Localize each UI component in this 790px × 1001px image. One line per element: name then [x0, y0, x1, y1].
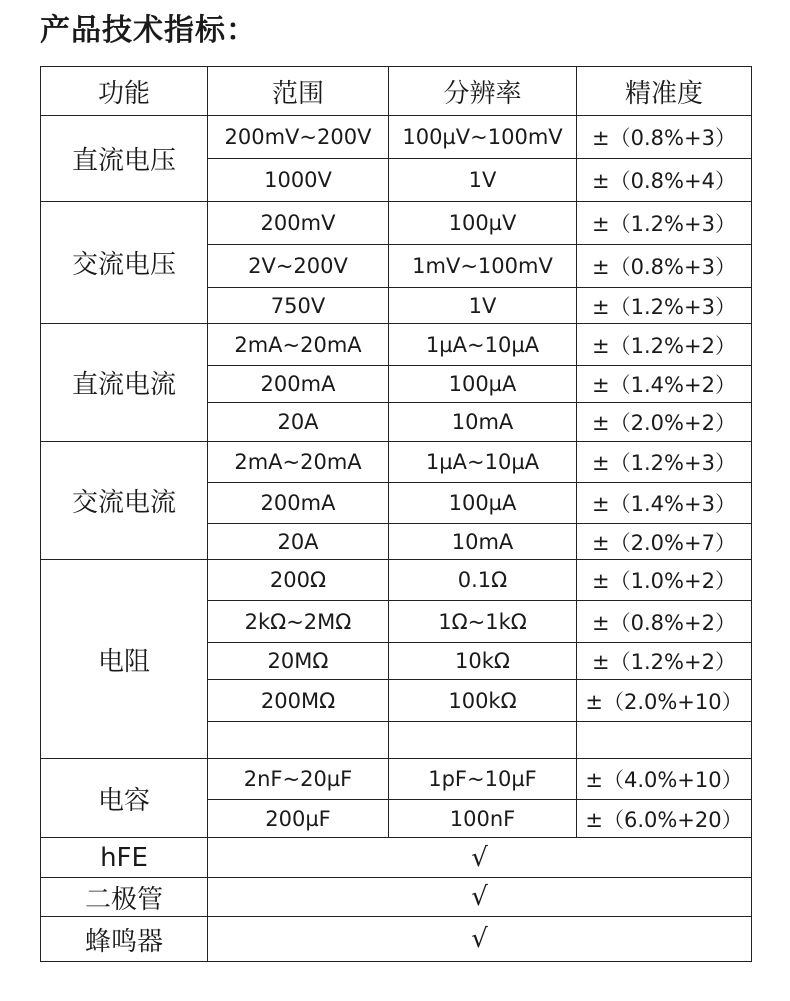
range-cell: 20MΩ	[208, 643, 389, 680]
function-cell: 二极管	[41, 878, 208, 917]
range-cell: 200mA	[208, 483, 389, 524]
resolution-cell: 10mA	[389, 524, 577, 560]
accuracy-cell: ±（1.0%+2）	[577, 560, 752, 601]
range-cell: 2V~200V	[208, 245, 389, 288]
table-row	[41, 324, 752, 366]
resolution-cell: 1V	[389, 159, 577, 202]
table-row	[41, 838, 752, 878]
range-cell: 2kΩ~2MΩ	[208, 601, 389, 643]
range-cell: 20A	[208, 403, 389, 442]
range-cell: 750V	[208, 288, 389, 324]
resolution-cell: 10mA	[389, 403, 577, 442]
accuracy-cell: ±（6.0%+20）	[577, 800, 752, 838]
resolution-cell: 1V	[389, 288, 577, 324]
resolution-cell: 100µV	[389, 202, 577, 245]
accuracy-cell: ±（1.2%+3）	[577, 288, 752, 324]
function-cell: hFE	[41, 838, 208, 878]
function-cell: 电容	[41, 759, 208, 838]
table-row	[41, 917, 752, 962]
resolution-cell: 1µA~10µA	[389, 442, 577, 483]
table-row	[41, 202, 752, 245]
accuracy-cell: ±（0.8%+4）	[577, 159, 752, 202]
range-cell: 2nF~20µF	[208, 759, 389, 800]
table-row	[41, 560, 752, 601]
function-cell: 直流电流	[41, 324, 208, 442]
accuracy-cell: ±（1.2%+2）	[577, 324, 752, 366]
accuracy-cell: ±（1.2%+3）	[577, 442, 752, 483]
range-cell: 200mV	[208, 202, 389, 245]
resolution-cell: 100kΩ	[389, 680, 577, 722]
accuracy-cell: ±（0.8%+3）	[577, 116, 752, 159]
resolution-cell: 1mV~100mV	[389, 245, 577, 288]
resolution-cell: 100µV~100mV	[389, 116, 577, 159]
accuracy-cell: ±（2.0%+10）	[577, 680, 752, 722]
accuracy-cell	[577, 722, 752, 759]
range-cell	[208, 722, 389, 759]
accuracy-cell: ±（0.8%+3）	[577, 245, 752, 288]
function-cell: 电阻	[41, 560, 208, 759]
accuracy-cell: ±（2.0%+7）	[577, 524, 752, 560]
accuracy-cell: ±（1.2%+3）	[577, 202, 752, 245]
spec-table-body	[41, 116, 752, 962]
resolution-cell: 1Ω~1kΩ	[389, 601, 577, 643]
header-range: 范围	[208, 67, 389, 116]
accuracy-cell: ±（1.4%+2）	[577, 366, 752, 403]
range-cell: 200µF	[208, 800, 389, 838]
accuracy-cell: ±（4.0%+10）	[577, 759, 752, 800]
header-function: 功能	[41, 67, 208, 116]
resolution-cell: 100µA	[389, 483, 577, 524]
range-cell: 200mA	[208, 366, 389, 403]
header-resolution: 分辨率	[389, 67, 577, 116]
function-cell: 蜂鸣器	[41, 917, 208, 962]
accuracy-cell: ±（0.8%+2）	[577, 601, 752, 643]
function-cell: 交流电压	[41, 202, 208, 324]
range-cell: 200MΩ	[208, 680, 389, 722]
table-row	[41, 442, 752, 483]
table-row	[41, 878, 752, 917]
range-cell: 200Ω	[208, 560, 389, 601]
header-row	[41, 67, 752, 116]
spec-table	[40, 66, 752, 962]
range-cell: 200mV~200V	[208, 116, 389, 159]
resolution-cell: 1µA~10µA	[389, 324, 577, 366]
supported-check-mark: √	[208, 878, 752, 917]
supported-check-mark: √	[208, 917, 752, 962]
function-cell: 交流电流	[41, 442, 208, 560]
resolution-cell	[389, 722, 577, 759]
page-title: 产品技术指标：	[40, 13, 257, 48]
table-row	[41, 116, 752, 159]
accuracy-cell: ±（2.0%+2）	[577, 403, 752, 442]
range-cell: 2mA~20mA	[208, 324, 389, 366]
header-accuracy: 精准度	[577, 67, 752, 116]
range-cell: 20A	[208, 524, 389, 560]
range-cell: 2mA~20mA	[208, 442, 389, 483]
function-cell: 直流电压	[41, 116, 208, 202]
resolution-cell: 0.1Ω	[389, 560, 577, 601]
resolution-cell: 10kΩ	[389, 643, 577, 680]
resolution-cell: 100nF	[389, 800, 577, 838]
range-cell: 1000V	[208, 159, 389, 202]
resolution-cell: 100µA	[389, 366, 577, 403]
resolution-cell: 1pF~10µF	[389, 759, 577, 800]
accuracy-cell: ±（1.2%+2）	[577, 643, 752, 680]
table-row	[41, 759, 752, 800]
supported-check-mark: √	[208, 838, 752, 878]
accuracy-cell: ±（1.4%+3）	[577, 483, 752, 524]
